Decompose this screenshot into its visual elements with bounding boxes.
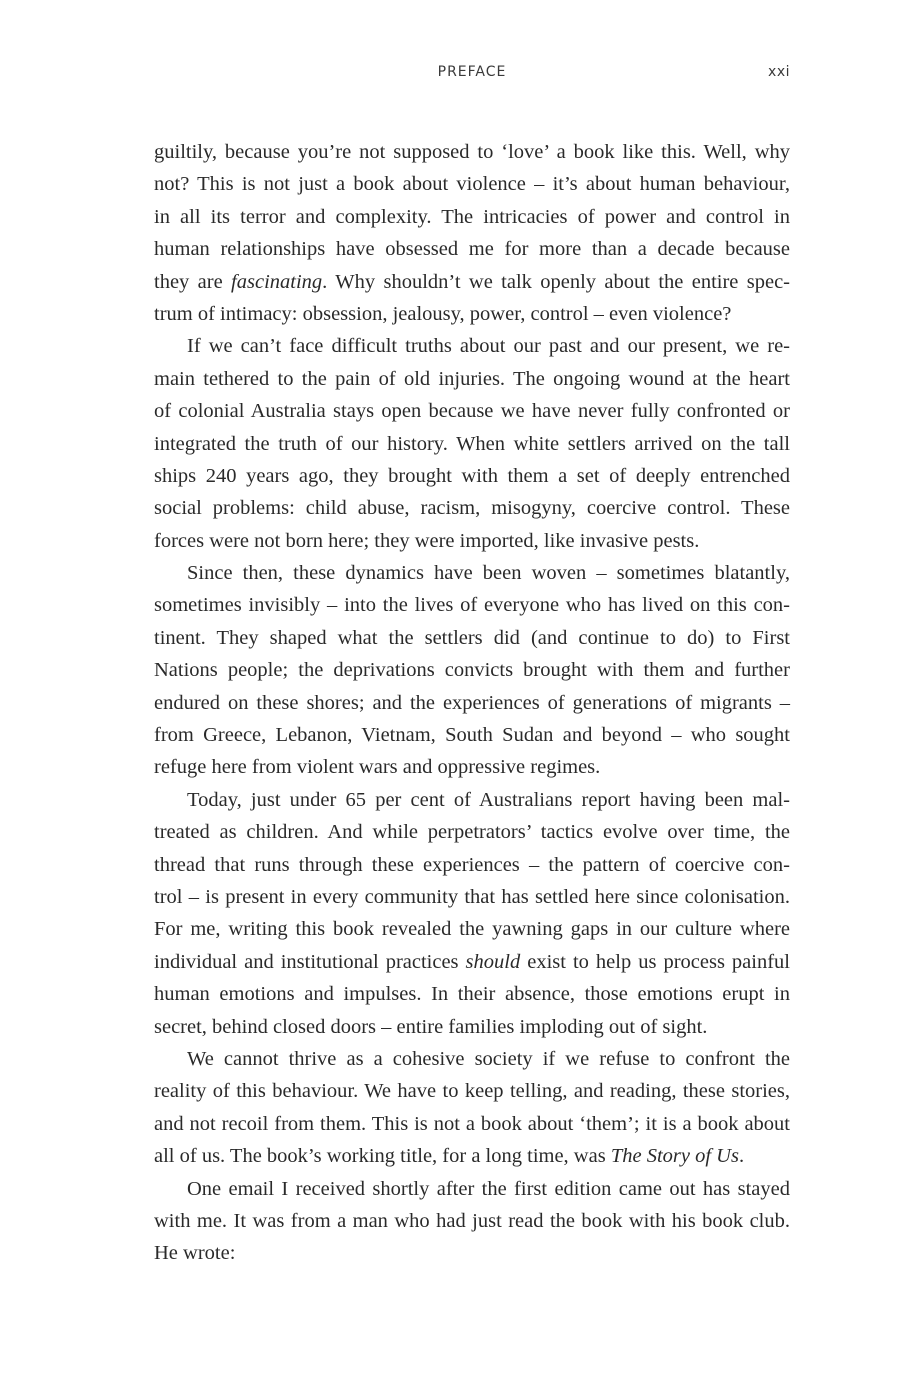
text-line [154,266,790,298]
text-line: forces were not born here; they were imported, like invasive pests. [154,529,700,552]
paragraph-6 [154,1173,790,1270]
text-line: human emotions and impulses. In their absence, those emotions erupt in [154,983,790,1006]
text-line: thread that runs through these experiences – the pattern of coercive con- [154,853,790,876]
text-line: sometimes invisibly – into the lives of everyone who has lived on this con- [154,594,790,617]
text-run: . [738,1145,745,1168]
text-line: If we can’t face difficult truths about our past and our present, we re- [187,335,790,358]
text-run: individual and institutional practices [154,950,466,973]
text-line [154,946,790,978]
text-run: all of us. The book’s working title, for a long time, was [154,1145,611,1168]
text-line: not? This is not just a book about violence – it’s about human behaviour, [154,173,790,196]
emphasis-text: fascinating [231,270,323,293]
text-line: ships 240 years ago, they brought with them a set of deeply entrenched [154,464,790,487]
text-line: Since then, these dynamics have been woven – sometimes blatantly, [187,562,790,585]
text-line: of colonial Australia stays open because we have never fully confronted or [154,400,790,423]
text-line: treated as children. And while perpetrators’ tactics evolve over time, the [154,821,790,844]
text-line: trol – is present in every community that has settled here since colonisation. [154,885,790,908]
running-title: PREFACE [437,64,507,80]
text-line: human relationships have obsessed me for more than a decade because [154,238,790,261]
text-line: tinent. They shaped what the settlers did (and continue to do) to First [154,626,790,649]
paragraph-2 [154,330,790,557]
text-line: with me. It was from a man who had just read the book with his book club. [154,1209,790,1232]
text-line: social problems: child abuse, racism, misogyny, coercive control. These [154,497,790,520]
text-line: endured on these shores; and the experiences of generations of migrants – [154,691,790,714]
paragraph-4 [154,784,790,1043]
book-title-text: The Story of Us [610,1145,739,1168]
text-line: main tethered to the pain of old injuries. The ongoing wound at the heart [154,367,790,390]
text-line: reality of this behaviour. We have to keep telling, and reading, these stories, [154,1080,790,1103]
paragraph-1 [154,136,790,330]
text-line: refuge here from violent wars and oppressive regimes. [154,756,601,779]
text-line: from Greece, Lebanon, Vietnam, South Sudan and beyond – who sought [154,724,790,747]
text-line: and not recoil from them. This is not a book about ‘them’; it is a book about [154,1112,790,1135]
text-line: Today, just under 65 per cent of Australians report having been mal- [187,788,790,811]
running-head [154,64,790,88]
text-line [154,1140,790,1172]
text-run: exist to help us process painful [520,950,790,973]
paragraph-3 [154,557,790,784]
text-run: they are [154,270,232,293]
emphasis-text: should [465,950,521,973]
text-line: in all its terror and complexity. The intricacies of power and control in [154,205,790,228]
text-line: He wrote: [154,1242,236,1265]
text-line: We cannot thrive as a cohesive society if we refuse to confront the [187,1047,790,1070]
text-line: trum of intimacy: obsession, jealousy, power, control – even violence? [154,302,732,325]
text-line: For me, writing this book revealed the yawning gaps in our culture where [154,918,790,941]
text-line: guiltily, because you’re not supposed to ‘love’ a book like this. Well, why [154,141,790,163]
text-line: integrated the truth of our history. When white settlers arrived on the tall [154,432,790,455]
text-line: Nations people; the deprivations convicts brought with them and further [154,659,790,682]
body-text [154,136,790,1270]
page-number: xxi [768,64,790,80]
text-line: secret, behind closed doors – entire families imploding out of sight. [154,1015,708,1038]
text-line: One email I received shortly after the first edition came out has stayed [187,1177,790,1200]
text-run: . Why shouldn’t we talk openly about the entire spec- [322,270,791,293]
paragraph-5 [154,1043,790,1173]
